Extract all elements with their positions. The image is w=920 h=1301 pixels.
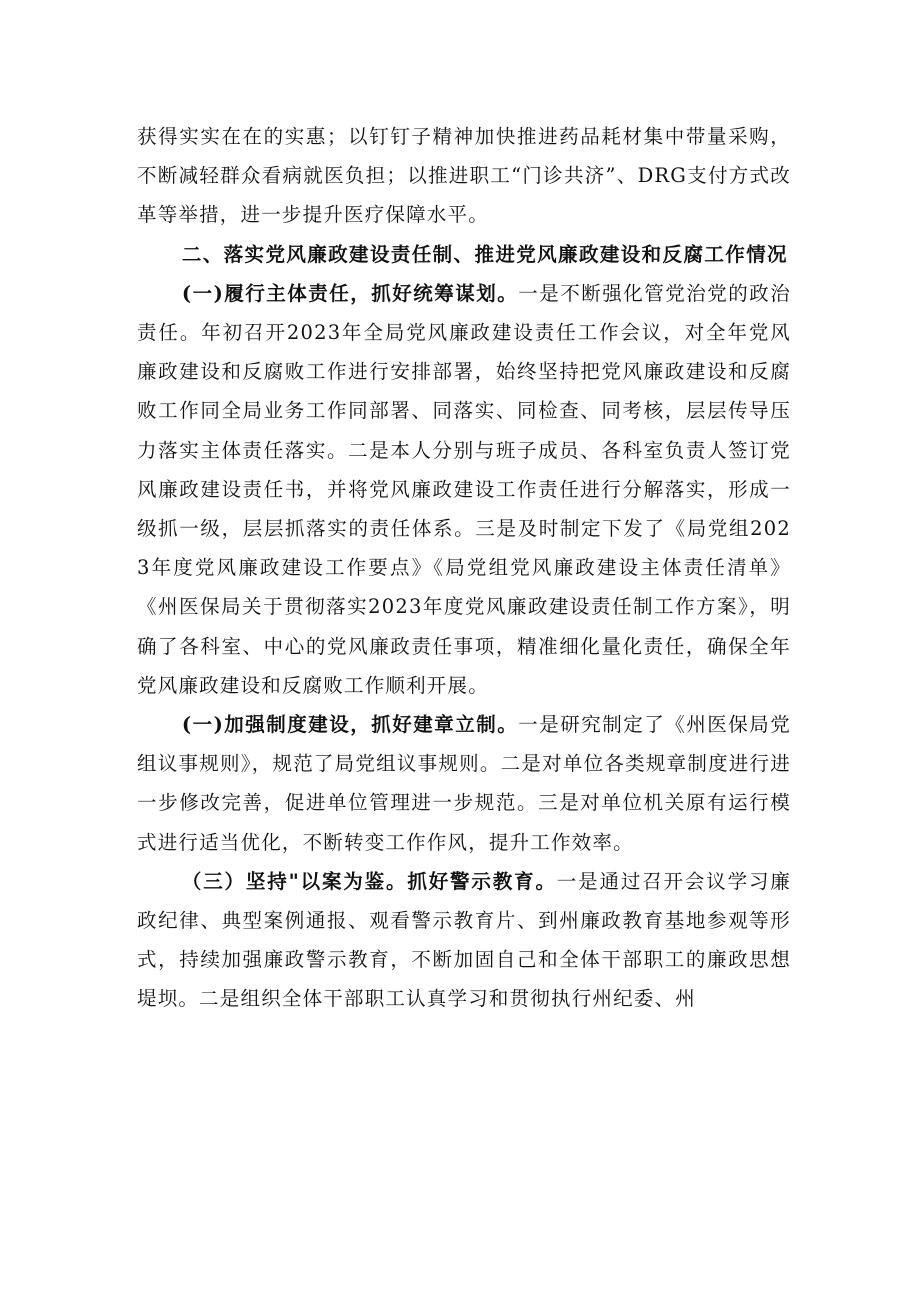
section-heading: 二、落实党风廉政建设责任制、推进党风廉政建设和反腐工作情况 xyxy=(181,242,788,266)
paragraph-continuation: 获得实实在在的实惠；以钉钉子精神加快推进药品耗材集中带量采购，不断减轻群众看病就医负担；以推进职工“门诊共济”、DRG支付方式改革等举措，进一步提升医疗保障水平。 xyxy=(137,125,791,227)
item-1-body: 一是不断强化管党治党的政治责任。年初召开2023年全局党风廉政建设责任工作会议，对全年党风廉政建设和反腐败工作进行安排部署，始终坚持把党风廉政建设和反腐败工作同全局业务工作同部署、同落实、同检查、同考核，层层传导压力落实主体责任落实。二是本人分别与班子成员、各科室负责人签订党风廉政建设责任书，并将党风廉政建设工作责任进行分解落实，形成一级抓一级，层层抓落实的责任体系。三是及时制定下发了《局党组2023年度党风廉政建设工作要点》《局党组党风廉政建设主体责任清单》《州医保局关于贯彻落实2023年度党风廉政建设责任制工作方案》，明确了各科室、中心的党风廉政责任事项，精准细化量化责任，确保全年党风廉政建设和反腐败工作顺利开展。 xyxy=(137,281,791,697)
item-1-heading: (一)履行主体责任，抓好统筹谋划。 xyxy=(181,281,519,305)
item-3-body: 一是通过召开会议学习廉政纪律、典型案例通报、观看警示教育片、到州廉政教育基地参观等形式，持续加强廉政警示教育，不断加固自己和全体干部职工的廉政思想堤坝。二是组织全体干部职工认真学习和贯彻执行州纪委、州 xyxy=(137,869,791,1011)
item-3-heading: （三）坚持"以案为鉴。抓好警示教育。 xyxy=(181,869,557,893)
item-2-heading: (一)加强制度建设，抓好建章立制。 xyxy=(181,713,519,737)
item-2-body: 一是研究制定了《州医保局党组议事规则》，规范了局党组议事规则。二是对单位各类规章制度进行进一步修改完善，促进单位管理进一步规范。三是对单位机关原有运行模式进行适当优化，不断转变工作作风，提升工作效率。 xyxy=(137,713,791,854)
document-body xyxy=(137,117,791,1019)
paragraph-item-3 xyxy=(137,862,791,1019)
paragraph-item-1 xyxy=(137,274,791,705)
paragraph-item-2 xyxy=(137,705,791,862)
